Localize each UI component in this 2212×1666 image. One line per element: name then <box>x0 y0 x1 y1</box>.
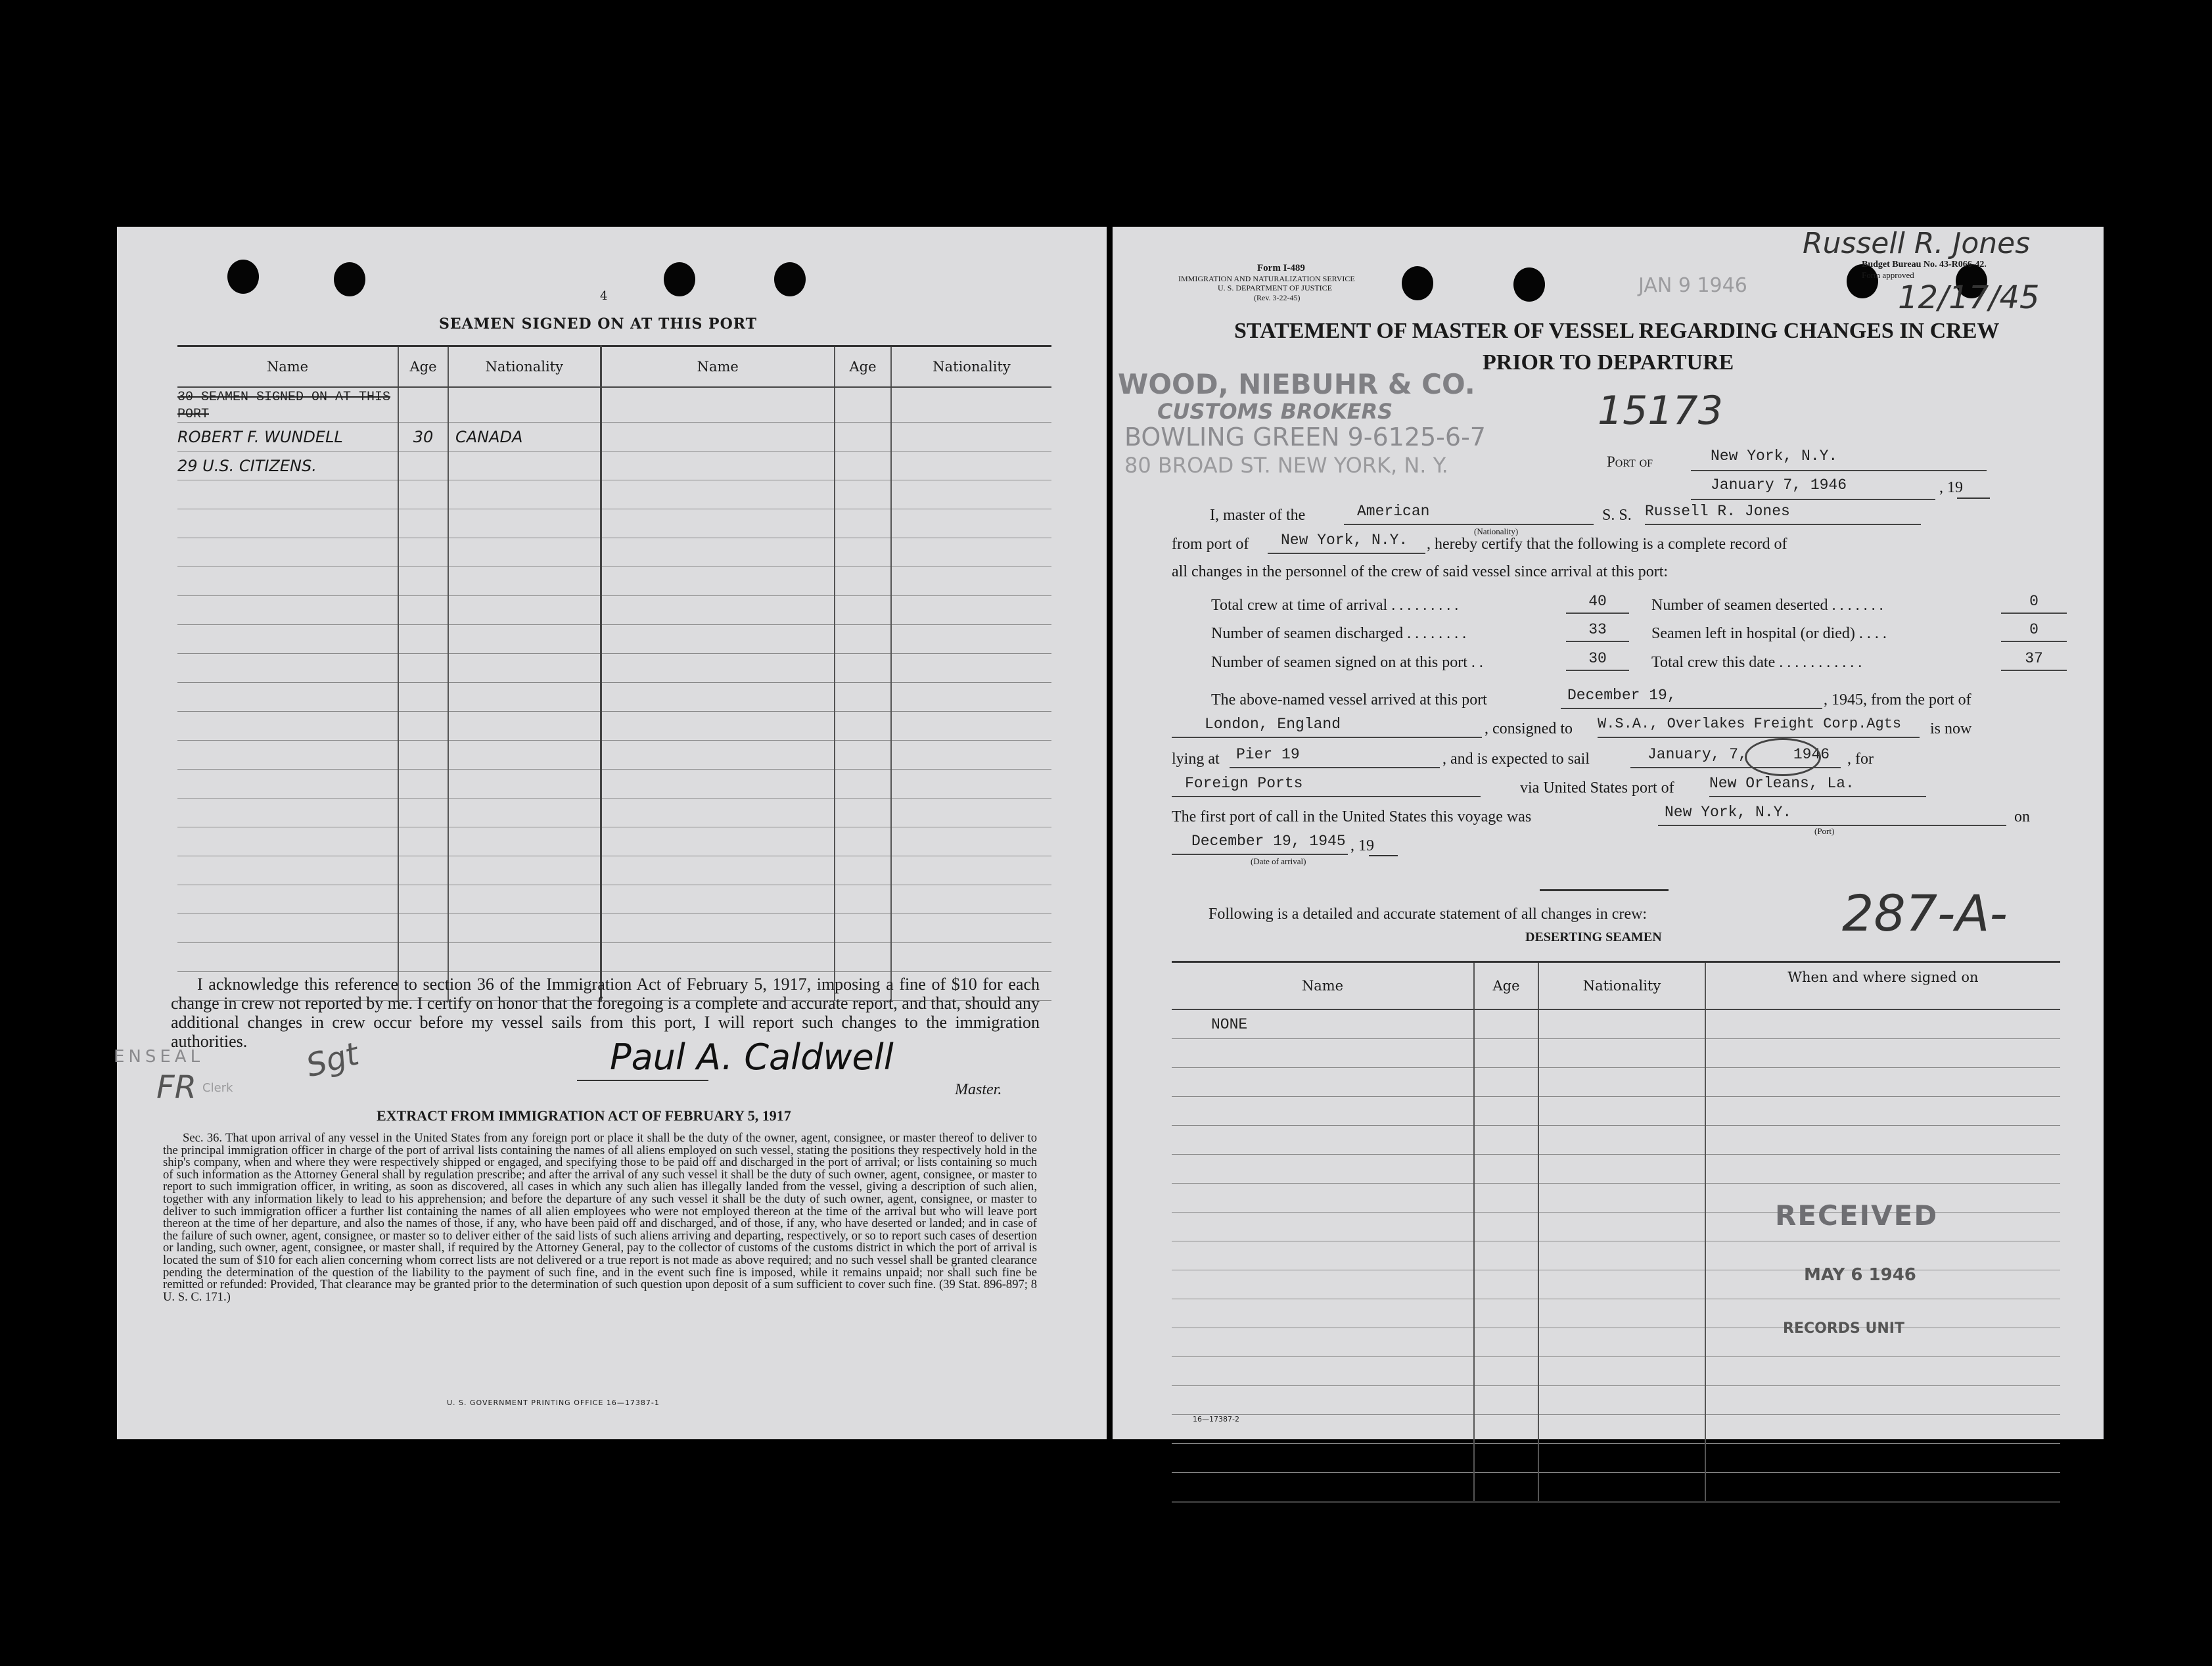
handwritten-code: 287-A- <box>1842 884 2008 942</box>
consigned-label: , consigned to <box>1485 720 1573 737</box>
col-header-name: Name <box>601 346 835 388</box>
extract-heading: EXTRACT FROM IMMIGRATION ACT OF FEBRUARY 5, 1917 <box>377 1107 791 1124</box>
budget-number: Budget Bureau No. 43-R066-42. <box>1862 260 1987 269</box>
arrived-date-line <box>1561 687 1822 709</box>
stat-label: Seamen left in hospital (or died) . . . . <box>1651 625 1887 642</box>
sail-date: January, 7, <box>1647 746 1747 763</box>
date-stamp: JAN 9 1946 <box>1638 274 1747 297</box>
seamen-signed-table <box>177 345 1051 1001</box>
left-heading: SEAMEN SIGNED ON AT THIS PORT <box>439 315 757 333</box>
table-row <box>177 712 1051 741</box>
sail-year: 1946 <box>1793 746 1830 763</box>
table-row <box>177 538 1051 567</box>
agency-line-1: IMMIGRATION AND NATURALIZATION SERVICE <box>1178 274 1355 283</box>
table-row <box>177 856 1051 885</box>
lying-at-label: lying at <box>1172 751 1220 768</box>
table-row <box>1172 1126 2060 1155</box>
file-number: 15173 <box>1598 388 1723 434</box>
margin-signature: Sgt <box>302 1035 363 1085</box>
form-approved: Form approved <box>1862 270 1914 280</box>
stat-value: 33 <box>1588 621 1607 638</box>
received-stamp-date: MAY 6 1946 <box>1804 1265 1916 1285</box>
deserting-heading: DESERTING SEAMEN <box>1525 930 1662 944</box>
table-row <box>1172 1068 2060 1097</box>
date-value: January 7, 1946 <box>1711 476 1847 494</box>
table-row <box>177 387 1051 423</box>
deserting-name: NONE <box>1211 1015 1248 1033</box>
table-row <box>1172 1299 2060 1328</box>
margin-initials: FR <box>156 1069 196 1106</box>
broker-stamp-title: CUSTOMS BROKERS <box>1157 399 1393 424</box>
stat-value: 0 <box>2029 621 2039 638</box>
deserting-seamen-table <box>1172 961 2060 1503</box>
right-page <box>1113 227 2104 1439</box>
punch-hole <box>1513 267 1545 302</box>
table-row <box>177 770 1051 798</box>
master-signature: Paul A. Caldwell <box>610 1036 894 1078</box>
punch-hole <box>1402 266 1433 300</box>
stat-value-line <box>2001 650 2067 671</box>
stat-value: 0 <box>2029 593 2039 610</box>
table-row <box>1172 1444 2060 1473</box>
table-row <box>1172 1097 2060 1126</box>
date-line <box>1691 476 1935 500</box>
via-label: via United States port of <box>1520 779 1674 797</box>
following-text: Following is a detailed and accurate statement of all changes in crew: <box>1209 906 1647 923</box>
table-row <box>1172 1415 2060 1444</box>
form-title-line-1: STATEMENT OF MASTER OF VESSEL REGARDING CHANGES IN CREW <box>1234 319 2000 343</box>
table-row <box>177 625 1051 654</box>
port-value: New York, N.Y. <box>1711 448 1838 465</box>
table-row <box>177 914 1051 943</box>
broker-stamp-phone: BOWLING GREEN 9-6125-6-7 <box>1124 423 1486 451</box>
port-caption: (Port) <box>1814 826 1835 836</box>
stat-value-line <box>1566 621 1629 642</box>
form-revision: (Rev. 3-22-45) <box>1254 293 1301 302</box>
arrival-date-caption: (Date of arrival) <box>1251 856 1306 866</box>
signature-line <box>577 1080 708 1081</box>
stat-value: 40 <box>1588 593 1607 610</box>
received-stamp: RECEIVED <box>1775 1199 1939 1232</box>
stat-value: 30 <box>1588 650 1607 667</box>
agency-line-2: U. S. DEPARTMENT OF JUSTICE <box>1218 283 1332 292</box>
table-row <box>1172 1155 2060 1184</box>
ship-name-line <box>1645 503 1921 525</box>
arrived-date: December 19, <box>1567 687 1676 704</box>
struck-entry: 30 SEAMEN SIGNED ON AT THIS PORT <box>177 390 391 422</box>
certify-text: , hereby certify that the following is a complete record of <box>1427 536 1787 553</box>
date-suffix: , 19 <box>1939 479 1963 496</box>
ss-label: S. S. <box>1602 507 1632 524</box>
table-row <box>177 741 1051 770</box>
entry-name: 29 U.S. CITIZENS. <box>177 456 317 475</box>
first-port-line <box>1658 804 2006 826</box>
table-row <box>177 654 1051 683</box>
from-port-label: from port of <box>1172 536 1249 553</box>
nationality-line <box>1344 503 1594 525</box>
top-handwriting: Russell R. Jones <box>1803 227 2031 260</box>
expected-label: , and is expected to sail <box>1442 751 1590 768</box>
margin-stamp: ENSEAL <box>114 1047 204 1067</box>
stat-label: Number of seamen deserted . . . . . . . <box>1651 597 1883 614</box>
nationality-value: American <box>1357 503 1430 520</box>
arrived-year: , 1945, from the port of <box>1824 691 1971 708</box>
origin-port-line <box>1172 716 1482 738</box>
arrived-text: The above-named vessel arrived at this port <box>1211 691 1487 708</box>
stat-value-line <box>1566 593 1629 614</box>
col-header-when-where: When and where signed on <box>1705 962 2060 1010</box>
first-port-label: The first port of call in the United States this voyage was <box>1172 808 1532 825</box>
for-label: , for <box>1847 751 1874 768</box>
arrival-date-value: December 19, 1945 <box>1191 833 1346 850</box>
table-row <box>177 943 1051 972</box>
on-label: on <box>2014 808 2030 825</box>
punch-hole <box>774 262 806 296</box>
page-number: 4 <box>600 289 608 303</box>
from-port-value: New York, N.Y. <box>1281 532 1408 549</box>
col-header-name: Name <box>177 346 398 388</box>
table-row <box>177 798 1051 827</box>
stat-label: Number of seamen discharged . . . . . . . . <box>1211 625 1467 642</box>
from-port-line <box>1268 532 1425 554</box>
pier-value: Pier 19 <box>1236 746 1300 763</box>
ship-name: Russell R. Jones <box>1645 503 1790 520</box>
left-page <box>114 227 1107 1439</box>
arrival-19: , 19 <box>1350 837 1374 854</box>
right-footer: 16—17387-2 <box>1193 1415 1239 1423</box>
section-divider <box>1540 889 1669 891</box>
table-row <box>1172 1357 2060 1386</box>
received-stamp-unit: RECORDS UNIT <box>1783 1320 1904 1337</box>
acknowledgement-text: I acknowledge this reference to section 36 of the Immigration Act of February 5, 1917, imposing a fine of $10 for each change in crew not reported by me. I certify on honor that the foregoing is a complete and accurate report, and that, should any additional changes in crew occur before my vessel sails from this port, I will report such changes to the immigration authorities. <box>171 975 1040 1051</box>
punch-hole <box>227 260 259 294</box>
table-row <box>1172 1241 2060 1270</box>
destination: Foreign Ports <box>1185 775 1303 792</box>
nationality-caption: (Nationality) <box>1474 526 1519 536</box>
table-row <box>177 509 1051 538</box>
via-port-line <box>1709 775 1926 797</box>
table-row <box>177 423 1051 451</box>
origin-port: London, England <box>1205 716 1341 733</box>
first-port-value: New York, N.Y. <box>1665 804 1792 821</box>
table-row <box>177 480 1051 509</box>
table-row <box>177 885 1051 914</box>
port-label: Port of <box>1607 453 1653 470</box>
table-row <box>1172 1039 2060 1068</box>
master-label: Master. <box>955 1081 1002 1098</box>
destination-line <box>1172 775 1481 797</box>
margin-clerk-stamp: Clerk <box>202 1081 233 1095</box>
col-header-age: Age <box>835 346 891 388</box>
via-port: New Orleans, La. <box>1709 775 1855 792</box>
form-number: Form I-489 <box>1257 263 1305 273</box>
top-handwriting-date: 12/17/45 <box>1898 279 2040 316</box>
port-line <box>1691 448 1987 471</box>
table-row <box>1172 1328 2060 1357</box>
punch-hole <box>334 262 365 296</box>
punch-hole <box>664 262 695 296</box>
table-row <box>177 683 1051 712</box>
extract-text: Sec. 36. That upon arrival of any vessel in the United States from any foreign port or place it shall be the duty of the owner, agent, consignee, or master thereof to deliver to the principal immigration officer in charge of the port of arrival lists containing the names of all aliens employed on such vessel, stating the positions they respectively hold in the ship's company, when and where they were respectively shipped or engaged, and specifying those to be paid off and discharged in the port of arrival; or lists containing so much of such information as the Attorney General shall by regulation prescribe; and after the arrival of any such vessel it shall be the duty of such owner, agent, consignee, or master to report to such immigration officer, in writing, as soon as discovered, all cases in which any such alien has illegally landed from the vessel, giving a description of such alien, together with any information likely to lead to his apprehension; and before the departure of any such vessel it shall be the duty of such owner, agent, consignee, or master to deliver to such immigration officer a further list containing the names of all alien employees who were not employed thereon at the time of the arrival but who will leave port thereon at the time of her departure, and also the names of those, if any, who have been paid off and discharged, and of those, if any, who have deserted or landed; and in case of the failure of such owner, agent, consignee, or master so to deliver either of the said lists of such aliens arriving and departing, respectively, or so to report such cases of desertion or landing, such owner, agent, consignee, or master shall, if required by the Attorney General, pay to the collector of customs of the customs district in which the port of arrival is located the sum of $10 for each alien concerning whom correct lists are not delivered or a true report is not made as above required; and no such vessel shall be granted clearance pending the determination of the question of the liability to the payment of such fine, and in the event such fine is imposed, while it remains unpaid; nor shall such fine be remitted or refunded: Provided, That clearance may be granted prior to the determination of such question upon deposit of a sum sufficient to cover such fine. (39 Stat. 896-897; 8 U. S. C. 171.) <box>163 1131 1037 1304</box>
stat-value: 37 <box>2025 650 2043 667</box>
is-now-label: is now <box>1930 720 1972 737</box>
table-row <box>1172 1270 2060 1299</box>
table-row <box>1172 1386 2060 1415</box>
col-header-age: Age <box>1474 962 1538 1010</box>
table-row <box>177 596 1051 625</box>
pier-line <box>1230 746 1440 768</box>
master-label: I, master of the <box>1210 507 1306 524</box>
certify-text-2: all changes in the personnel of the crew of said vessel since arrival at this port: <box>1172 563 1669 580</box>
entry-name: ROBERT F. WUNDELL <box>177 427 343 446</box>
stat-label: Total crew this date . . . . . . . . . . . <box>1651 654 1862 671</box>
table-row <box>177 827 1051 856</box>
consignee-line <box>1598 716 1920 738</box>
stat-value-line <box>1566 650 1629 671</box>
broker-stamp-name: WOOD, NIEBUHR & CO. <box>1118 368 1475 400</box>
entry-age: 30 <box>413 427 434 446</box>
col-header-nationality: Nationality <box>891 346 1051 388</box>
table-row <box>177 451 1051 480</box>
col-header-nationality: Nationality <box>1538 962 1705 1010</box>
table-row <box>177 567 1051 596</box>
stat-label: Number of seamen signed on at this port . . <box>1211 654 1483 671</box>
handwritten-circle <box>1745 738 1821 776</box>
table-row <box>1172 1473 2060 1502</box>
col-header-nationality: Nationality <box>448 346 601 388</box>
stat-value-line <box>2001 593 2067 614</box>
form-title-line-2: PRIOR TO DEPARTURE <box>1483 350 1734 375</box>
broker-stamp-address: 80 BROAD ST. NEW YORK, N. Y. <box>1124 453 1448 478</box>
consignee: W.S.A., Overlakes Freight Corp.Agts <box>1598 716 1902 732</box>
col-header-age: Age <box>398 346 448 388</box>
entry-nationality: CANADA <box>455 427 523 446</box>
stat-label: Total crew at time of arrival . . . . . . . . . <box>1211 597 1459 614</box>
year-line <box>1957 497 1990 499</box>
arrival-year-line <box>1369 855 1398 856</box>
left-footer: U. S. GOVERNMENT PRINTING OFFICE 16—17387-1 <box>447 1399 660 1407</box>
arrival-date-line <box>1172 833 1348 855</box>
col-header-name: Name <box>1172 962 1474 1010</box>
table-row <box>1172 1009 2060 1039</box>
stat-value-line <box>2001 621 2067 642</box>
